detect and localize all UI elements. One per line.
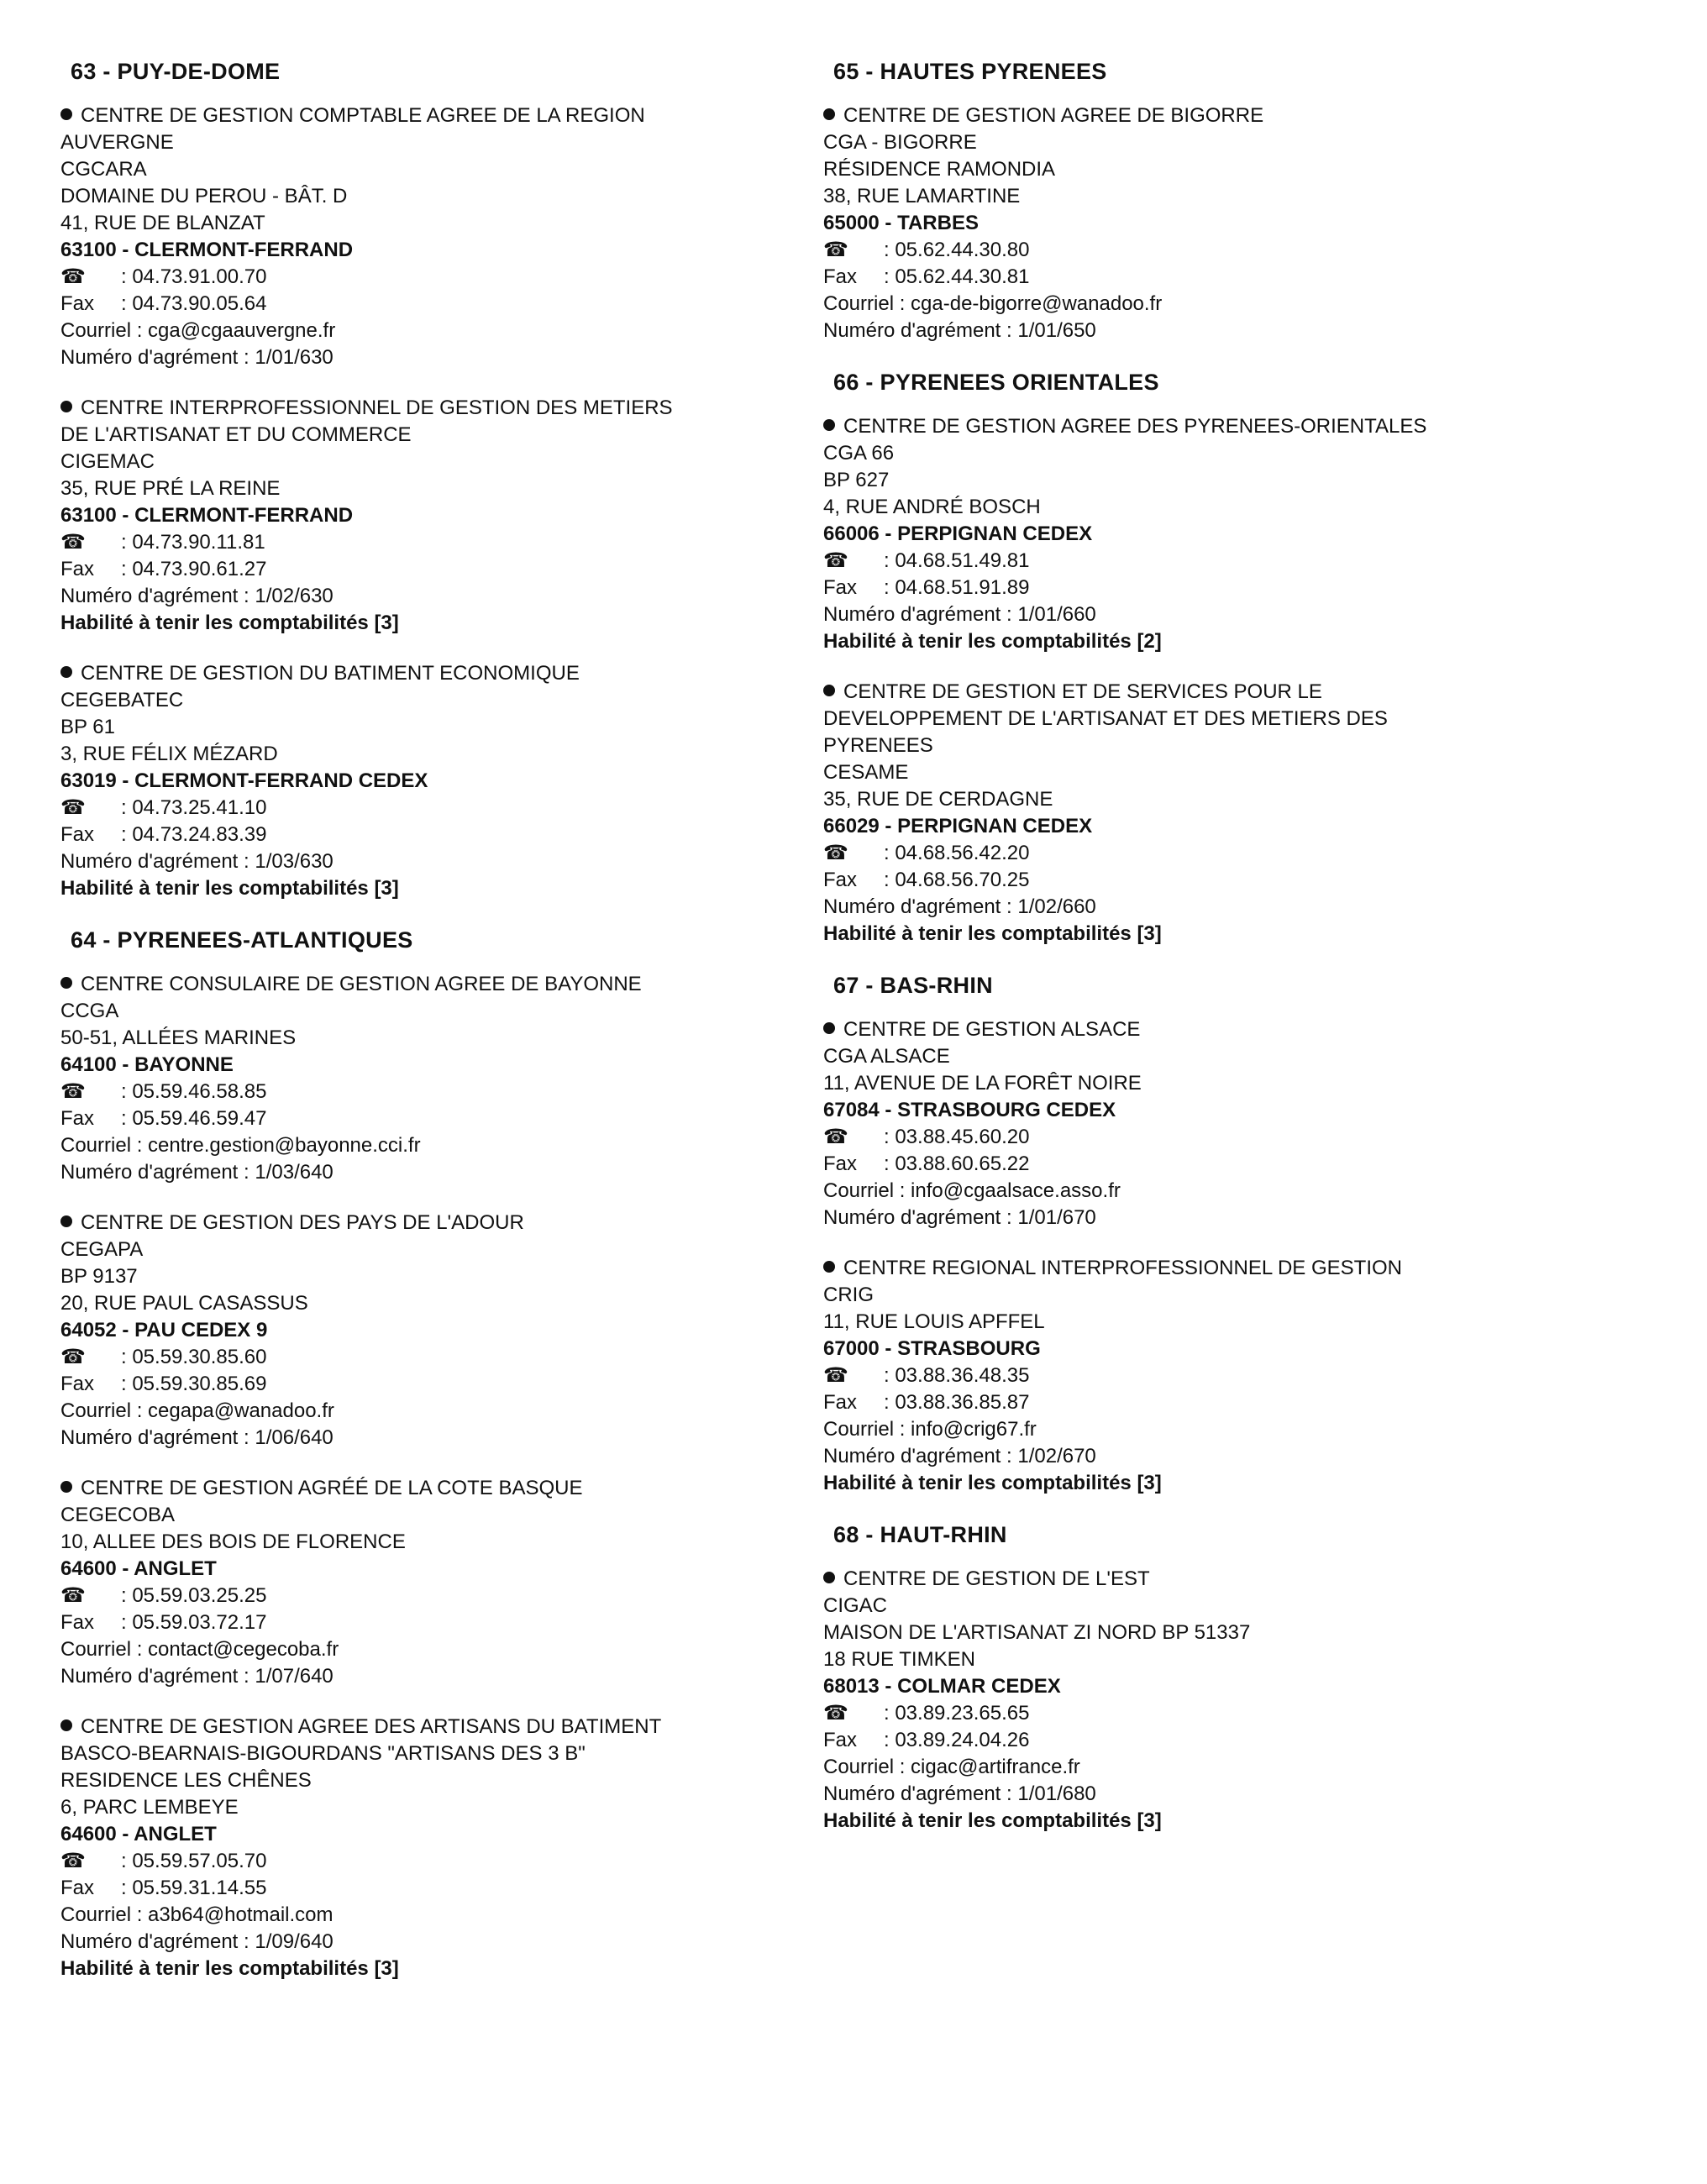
agrement-line: Numéro d'agrément : 1/09/640	[60, 1930, 334, 1953]
address-line: CGA - BIGORRE	[823, 131, 977, 154]
center-name-line	[60, 422, 817, 449]
phone-icon: ☎	[823, 842, 848, 864]
fax-number: : 04.68.51.91.89	[884, 576, 1030, 599]
phone-line	[823, 548, 1579, 575]
phone-line	[60, 1848, 817, 1875]
address-line: CIGEMAC	[60, 450, 155, 473]
phone-number: : 04.68.51.49.81	[884, 549, 1030, 572]
address-line: 6, PARC LEMBEYE	[60, 1796, 239, 1819]
phone-number: : 05.59.46.58.85	[121, 1080, 267, 1103]
agrement-line: Numéro d'agrément : 1/07/640	[60, 1665, 334, 1688]
center-name-text: CENTRE DE GESTION AGRÉÉ DE LA COTE BASQUE	[81, 1477, 583, 1499]
center-entry	[823, 679, 1579, 948]
fax-line	[60, 1105, 817, 1132]
fax-label: Fax	[60, 558, 95, 580]
center-entry	[823, 1255, 1579, 1497]
habilite-line: Habilité à tenir les comptabilités [3]	[823, 1472, 1162, 1494]
bullet-icon	[823, 1261, 835, 1273]
address-line: 35, RUE DE CERDAGNE	[823, 788, 1053, 811]
fax-line	[60, 1371, 817, 1398]
city-line: 63100 - CLERMONT-FERRAND	[60, 239, 354, 261]
phone-number: : 04.73.25.41.10	[121, 796, 267, 819]
email-line: Courriel : contact@cegecoba.fr	[60, 1638, 339, 1661]
center-name-text: CENTRE DE GESTION AGREE DE BIGORRE	[843, 104, 1264, 127]
fax-line	[823, 575, 1579, 601]
center-name-line	[60, 1210, 817, 1236]
phone-number: : 04.73.90.11.81	[121, 531, 265, 554]
phone-line	[60, 529, 817, 556]
bullet-icon	[60, 401, 72, 412]
address-line: BP 627	[823, 469, 890, 491]
address-line: 20, RUE PAUL CASASSUS	[60, 1292, 308, 1315]
fax-line	[60, 1609, 817, 1636]
department-title: 68 - HAUT-RHIN	[833, 1522, 1007, 1547]
habilite-line: Habilité à tenir les comptabilités [3]	[823, 1809, 1162, 1832]
fax-label: Fax	[60, 1373, 95, 1395]
phone-number: : 05.62.44.30.80	[884, 239, 1030, 261]
center-entry	[60, 102, 817, 371]
address-line: 3, RUE FÉLIX MÉZARD	[60, 743, 278, 765]
center-name-line	[60, 1740, 817, 1767]
phone-line	[823, 1362, 1579, 1389]
fax-label: Fax	[823, 576, 858, 599]
bullet-icon	[60, 1481, 72, 1493]
email-line: Courriel : cigac@artifrance.fr	[823, 1756, 1080, 1778]
address-line: CGCARA	[60, 158, 147, 181]
center-entry	[823, 102, 1579, 344]
city-line: 66006 - PERPIGNAN CEDEX	[823, 522, 1093, 545]
department-section	[60, 926, 817, 1982]
fax-line	[60, 822, 817, 848]
phone-line	[823, 1124, 1579, 1151]
email-line: Courriel : cegapa@wanadoo.fr	[60, 1399, 334, 1422]
fax-label: Fax	[823, 1391, 858, 1414]
phone-number: : 04.73.91.00.70	[121, 265, 267, 288]
fax-label: Fax	[823, 869, 858, 891]
address-line: CEGAPA	[60, 1238, 144, 1261]
center-entry	[60, 395, 817, 637]
center-name-line	[60, 395, 817, 422]
center-name-text: CENTRE DE GESTION DES PAYS DE L'ADOUR	[81, 1211, 524, 1234]
department-section	[60, 57, 817, 902]
address-line: 18 RUE TIMKEN	[823, 1648, 975, 1671]
bullet-icon	[823, 1022, 835, 1034]
department-title: 64 - PYRENEES-ATLANTIQUES	[71, 927, 413, 953]
city-line: 64052 - PAU CEDEX 9	[60, 1319, 268, 1341]
city-line: 67084 - STRASBOURG CEDEX	[823, 1099, 1116, 1121]
fax-label: Fax	[823, 1729, 858, 1751]
center-entry	[60, 971, 817, 1186]
address-line: 38, RUE LAMARTINE	[823, 185, 1021, 207]
department-section	[823, 971, 1579, 1497]
phone-number: : 03.89.23.65.65	[884, 1702, 1030, 1725]
center-name-text: CENTRE INTERPROFESSIONNEL DE GESTION DES METIERS	[81, 396, 673, 419]
phone-icon: ☎	[60, 265, 86, 288]
fax-number: : 05.59.03.72.17	[121, 1611, 267, 1634]
phone-icon: ☎	[823, 1364, 848, 1387]
agrement-line: Numéro d'agrément : 1/01/660	[823, 603, 1096, 626]
address-line: 50-51, ALLÉES MARINES	[60, 1026, 297, 1049]
agrement-line: Numéro d'agrément : 1/01/650	[823, 319, 1096, 342]
department-title: 63 - PUY-DE-DOME	[71, 59, 281, 84]
bullet-icon	[823, 685, 835, 696]
center-entry	[60, 1714, 817, 1982]
address-line: 35, RUE PRÉ LA REINE	[60, 477, 281, 500]
agrement-line: Numéro d'agrément : 1/02/660	[823, 895, 1096, 918]
fax-number: : 03.88.36.85.87	[884, 1391, 1030, 1414]
city-line: 63100 - CLERMONT-FERRAND	[60, 504, 354, 527]
city-line: 64600 - ANGLET	[60, 1557, 217, 1580]
center-name-line	[823, 1255, 1579, 1282]
fax-number: : 03.88.60.65.22	[884, 1152, 1030, 1175]
city-line: 64600 - ANGLET	[60, 1823, 217, 1845]
left-column	[60, 57, 817, 2006]
center-entry	[823, 413, 1579, 655]
bullet-icon	[823, 1572, 835, 1583]
phone-line	[60, 264, 817, 291]
habilite-line: Habilité à tenir les comptabilités [3]	[60, 877, 399, 900]
right-column	[823, 57, 1579, 1858]
center-entry	[60, 1210, 817, 1452]
phone-number: : 03.88.36.48.35	[884, 1364, 1030, 1387]
city-line: 66029 - PERPIGNAN CEDEX	[823, 815, 1093, 837]
center-name-line	[823, 413, 1579, 440]
phone-line	[60, 795, 817, 822]
phone-line	[823, 237, 1579, 264]
agrement-line: Numéro d'agrément : 1/03/630	[60, 850, 334, 873]
address-line: RESIDENCE LES CHÊNES	[60, 1769, 312, 1792]
address-line: BP 61	[60, 716, 115, 738]
center-name-text: CENTRE DE GESTION DE L'EST	[843, 1567, 1150, 1590]
address-line: RÉSIDENCE RAMONDIA	[823, 158, 1056, 181]
address-line: 11, RUE LOUIS APFFEL	[823, 1310, 1045, 1333]
agrement-line: Numéro d'agrément : 1/01/630	[60, 346, 334, 369]
city-line: 63019 - CLERMONT-FERRAND CEDEX	[60, 769, 428, 792]
fax-line	[60, 291, 817, 318]
fax-number: : 04.68.56.70.25	[884, 869, 1030, 891]
center-name-text: AUVERGNE	[60, 131, 174, 154]
bullet-icon	[60, 1719, 72, 1731]
center-name-line	[823, 732, 1579, 759]
phone-line	[60, 1344, 817, 1371]
center-name-text: CENTRE DE GESTION AGREE DES ARTISANS DU BATIMENT	[81, 1715, 662, 1738]
address-line: 11, AVENUE DE LA FORÊT NOIRE	[823, 1072, 1142, 1095]
center-name-text: CENTRE CONSULAIRE DE GESTION AGREE DE BAYONNE	[81, 973, 642, 995]
center-name-line	[60, 1475, 817, 1502]
email-line: Courriel : info@cgaalsace.asso.fr	[823, 1179, 1121, 1202]
bullet-icon	[60, 977, 72, 989]
fax-line	[823, 1727, 1579, 1754]
center-name-text: CENTRE DE GESTION DU BATIMENT ECONOMIQUE	[81, 662, 580, 685]
email-line: Courriel : info@crig67.fr	[823, 1418, 1037, 1441]
phone-icon: ☎	[60, 1584, 86, 1607]
phone-icon: ☎	[823, 239, 848, 261]
fax-line	[823, 1389, 1579, 1416]
department-section	[823, 57, 1579, 344]
fax-label: Fax	[60, 292, 95, 315]
address-line: CIGAC	[823, 1594, 888, 1617]
center-entry	[823, 1566, 1579, 1835]
fax-label: Fax	[823, 1152, 858, 1175]
center-name-text: CENTRE DE GESTION COMPTABLE AGREE DE LA REGION	[81, 104, 645, 127]
center-name-text: DEVELOPPEMENT DE L'ARTISANAT ET DES METIERS DES	[823, 707, 1388, 730]
center-name-line	[823, 1566, 1579, 1593]
agrement-line: Numéro d'agrément : 1/01/670	[823, 1206, 1096, 1229]
center-name-line	[60, 102, 817, 129]
fax-line	[823, 1151, 1579, 1178]
fax-number: : 05.59.30.85.69	[121, 1373, 267, 1395]
city-line: 64100 - BAYONNE	[60, 1053, 234, 1076]
fax-number: : 05.59.31.14.55	[121, 1877, 267, 1899]
email-line: Courriel : a3b64@hotmail.com	[60, 1903, 334, 1926]
center-name-text: CENTRE REGIONAL INTERPROFESSIONNEL DE GESTION	[843, 1257, 1402, 1279]
phone-icon: ☎	[823, 1702, 848, 1725]
fax-line	[60, 1875, 817, 1902]
address-line: DOMAINE DU PEROU - BÂT. D	[60, 185, 348, 207]
habilite-line: Habilité à tenir les comptabilités [3]	[823, 922, 1162, 945]
phone-icon: ☎	[823, 549, 848, 572]
fax-label: Fax	[60, 1877, 95, 1899]
fax-number: : 05.62.44.30.81	[884, 265, 1030, 288]
phone-line	[823, 1700, 1579, 1727]
phone-line	[60, 1583, 817, 1609]
center-name-text: CENTRE DE GESTION AGREE DES PYRENEES-ORIENTALES	[843, 415, 1427, 438]
email-line: Courriel : cga@cgaauvergne.fr	[60, 319, 336, 342]
agrement-line: Numéro d'agrément : 1/02/670	[823, 1445, 1096, 1467]
center-name-line	[60, 660, 817, 687]
department-section	[823, 368, 1579, 948]
fax-number: : 05.59.46.59.47	[121, 1107, 267, 1130]
agrement-line: Numéro d'agrément : 1/02/630	[60, 585, 334, 607]
phone-icon: ☎	[60, 1346, 86, 1368]
address-line: CEGECOBA	[60, 1504, 176, 1526]
bullet-icon	[823, 419, 835, 431]
department-title: 66 - PYRENEES ORIENTALES	[833, 370, 1159, 395]
habilite-line: Habilité à tenir les comptabilités [2]	[823, 630, 1162, 653]
city-line: 67000 - STRASBOURG	[823, 1337, 1041, 1360]
phone-line	[60, 1079, 817, 1105]
address-line: CCGA	[60, 1000, 119, 1022]
center-entry	[60, 1475, 817, 1690]
center-name-line	[60, 971, 817, 998]
center-name-text: DE L'ARTISANAT ET DU COMMERCE	[60, 423, 412, 446]
email-line: Courriel : cga-de-bigorre@wanadoo.fr	[823, 292, 1163, 315]
center-name-text: CENTRE DE GESTION ET DE SERVICES POUR LE	[843, 680, 1322, 703]
fax-line	[823, 867, 1579, 894]
center-name-line	[823, 102, 1579, 129]
habilite-line: Habilité à tenir les comptabilités [3]	[60, 612, 399, 634]
center-entry	[60, 660, 817, 902]
fax-number: : 04.73.90.61.27	[121, 558, 267, 580]
agrement-line: Numéro d'agrément : 1/03/640	[60, 1161, 334, 1184]
address-line: CESAME	[823, 761, 909, 784]
city-line: 68013 - COLMAR CEDEX	[823, 1675, 1061, 1698]
department-title: 65 - HAUTES PYRENEES	[833, 59, 1107, 84]
center-name-line	[823, 706, 1579, 732]
phone-number: : 04.68.56.42.20	[884, 842, 1030, 864]
bullet-icon	[60, 666, 72, 678]
bullet-icon	[823, 108, 835, 120]
address-line: 10, ALLEE DES BOIS DE FLORENCE	[60, 1530, 406, 1553]
phone-icon: ☎	[60, 531, 86, 554]
address-line: CGA ALSACE	[823, 1045, 950, 1068]
center-name-line	[823, 1016, 1579, 1043]
department-title: 67 - BAS-RHIN	[833, 973, 993, 998]
bullet-icon	[60, 108, 72, 120]
department-section	[823, 1520, 1579, 1835]
fax-label: Fax	[60, 1107, 95, 1130]
center-name-line	[60, 1714, 817, 1740]
center-name-text: CENTRE DE GESTION ALSACE	[843, 1018, 1141, 1041]
fax-label: Fax	[60, 1611, 95, 1634]
fax-line	[60, 556, 817, 583]
phone-icon: ☎	[60, 796, 86, 819]
fax-number: : 04.73.90.05.64	[121, 292, 267, 315]
fax-line	[823, 264, 1579, 291]
bullet-icon	[60, 1215, 72, 1227]
agrement-line: Numéro d'agrément : 1/01/680	[823, 1782, 1096, 1805]
address-line: CEGEBATEC	[60, 689, 184, 711]
center-name-line	[60, 129, 817, 156]
address-line: MAISON DE L'ARTISANAT ZI NORD BP 51337	[823, 1621, 1251, 1644]
fax-number: : 04.73.24.83.39	[121, 823, 267, 846]
address-line: 41, RUE DE BLANZAT	[60, 212, 265, 234]
phone-icon: ☎	[60, 1850, 86, 1872]
address-line: CRIG	[823, 1284, 874, 1306]
email-line: Courriel : centre.gestion@bayonne.cci.fr	[60, 1134, 421, 1157]
city-line: 65000 - TARBES	[823, 212, 979, 234]
phone-icon: ☎	[60, 1080, 86, 1103]
agrement-line: Numéro d'agrément : 1/06/640	[60, 1426, 334, 1449]
fax-number: : 03.89.24.04.26	[884, 1729, 1030, 1751]
phone-number: : 03.88.45.60.20	[884, 1126, 1030, 1148]
center-name-line	[823, 679, 1579, 706]
fax-label: Fax	[60, 823, 95, 846]
address-line: CGA 66	[823, 442, 895, 465]
center-entry	[823, 1016, 1579, 1231]
address-line: 4, RUE ANDRÉ BOSCH	[823, 496, 1041, 518]
center-name-text: PYRENEES	[823, 734, 933, 757]
address-line: BP 9137	[60, 1265, 138, 1288]
phone-number: : 05.59.03.25.25	[121, 1584, 267, 1607]
phone-number: : 05.59.30.85.60	[121, 1346, 267, 1368]
phone-icon: ☎	[823, 1126, 848, 1148]
phone-line	[823, 840, 1579, 867]
center-name-text: BASCO-BEARNAIS-BIGOURDANS "ARTISANS DES 3 B"	[60, 1742, 586, 1765]
phone-number: : 05.59.57.05.70	[121, 1850, 267, 1872]
fax-label: Fax	[823, 265, 858, 288]
habilite-line: Habilité à tenir les comptabilités [3]	[60, 1957, 399, 1980]
